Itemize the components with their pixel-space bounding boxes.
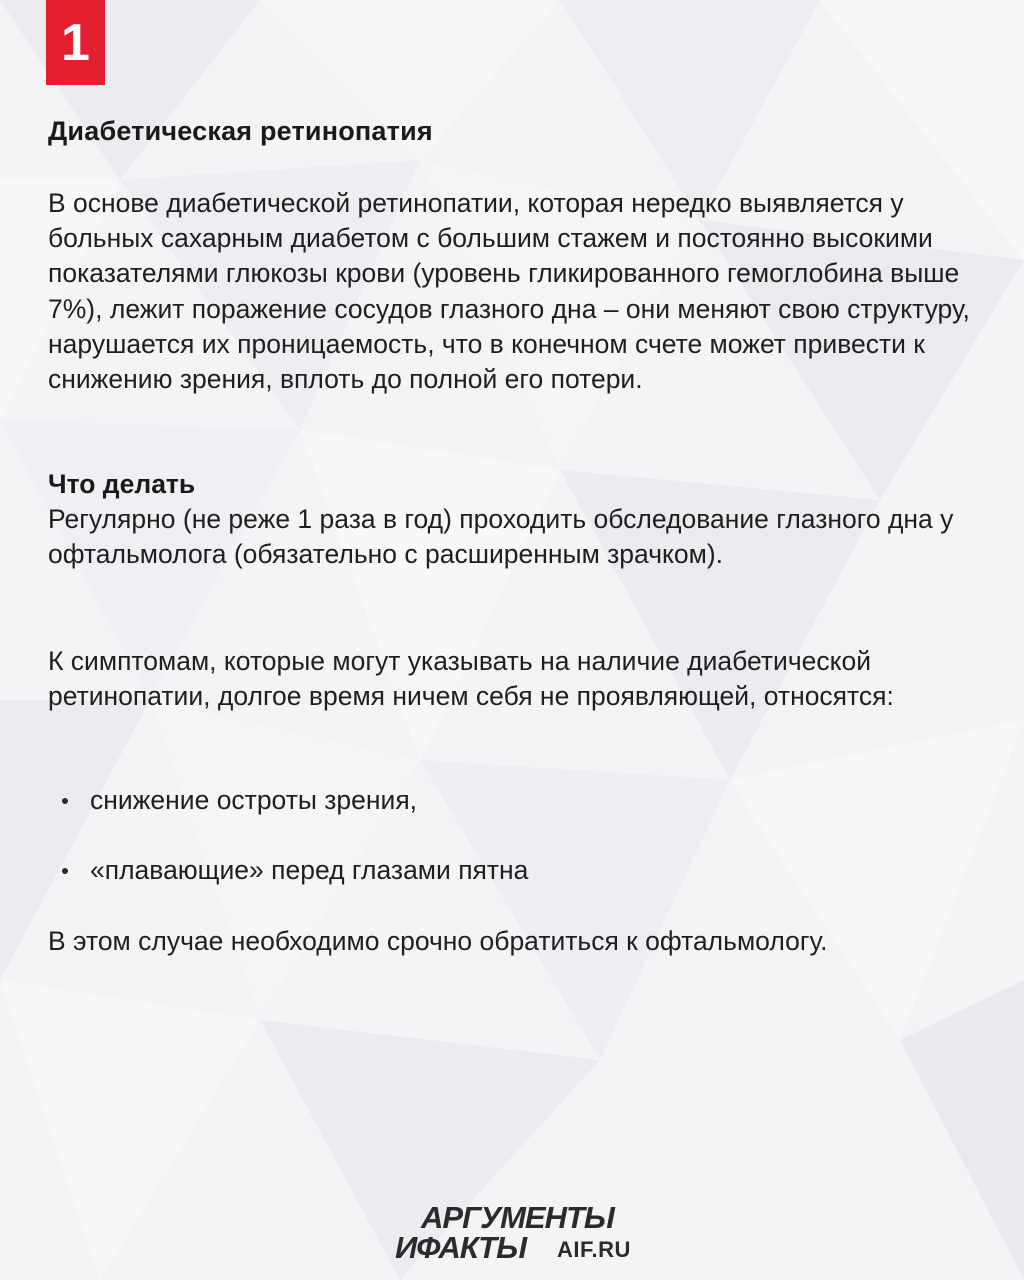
logo-line2: ИФАКТЫ [395,1230,527,1265]
what-to-do-heading: Что делать [48,469,196,499]
list-item-text: «плавающие» перед глазами пятна [90,855,529,885]
bullet-icon [62,868,68,874]
logo-site: AIF.RU [557,1237,631,1262]
list-item-text: снижение остроты зрения, [90,785,418,815]
symptoms-intro: К симптомам, которые могут указывать на наличие диабетической ретинопатии, долгое время ничем себя не проявляющей, относятся: [48,646,894,712]
list-item [62,783,417,818]
aif-logo [395,1200,655,1264]
list-item [62,853,528,888]
article-title: Диабетическая ретинопатия [48,116,433,146]
what-to-do-text: Регулярно (не реже 1 раза в год) проходить обследование глазного дна у офтальмолога (обязательно с расширенным зрачком). [48,504,954,570]
page-number-badge: 1 [46,0,105,85]
conclusion-paragraph: В этом случае необходимо срочно обратиться к офтальмологу. [48,926,828,956]
logo-line1: АРГУМЕНТЫ [421,1200,614,1235]
intro-paragraph: В основе диабетической ретинопатии, которая нередко выявляется у больных сахарным диабетом с большим стажем и постоянно высокими показателями глюкозы крови (уровень гликированного гемоглобина выше 7%), лежит поражение сосудов глазного дна – они меняют свою структуру, нарушается их проницаемость, что в конечном счете может привести к снижению зрения, вплоть до полной его потери. [48,188,970,395]
bullet-icon [62,798,68,804]
